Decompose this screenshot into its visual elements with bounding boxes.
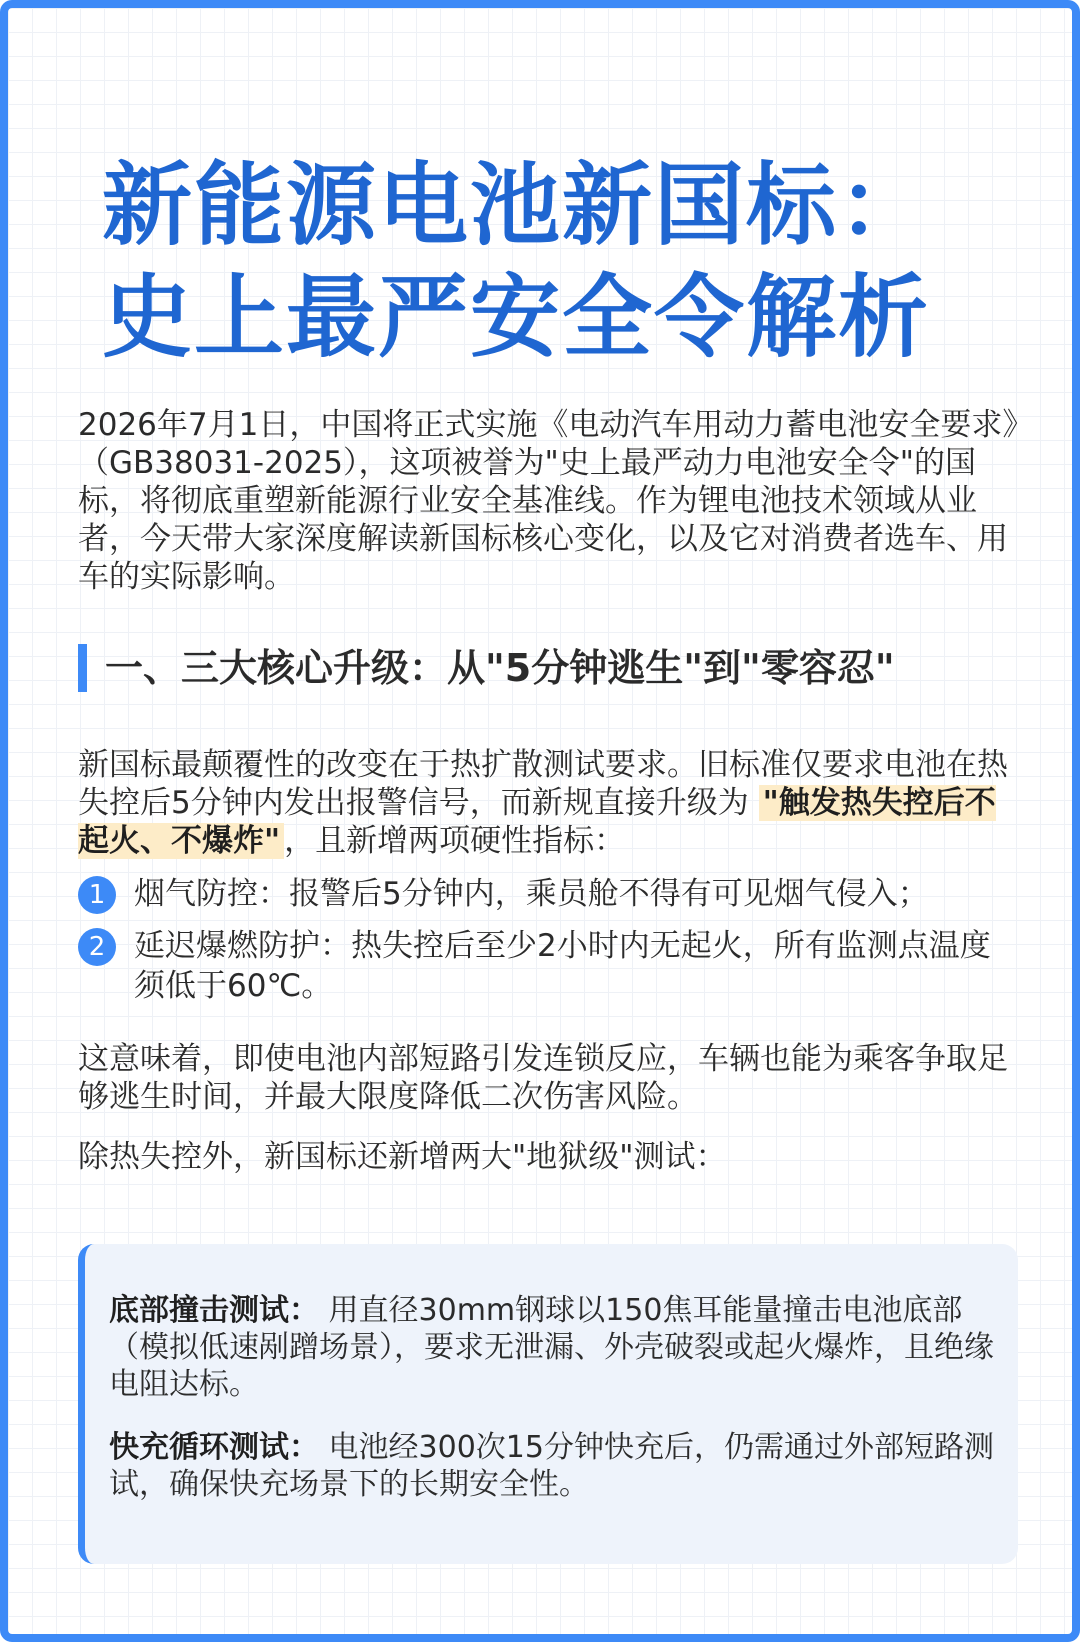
meaning-paragraph: 这意味着，即使电池内部短路引发连锁反应，车辆也能为乘客争取足够逃生时间，并最大限度降低二次伤害风险。 [78,1041,1008,1115]
number-badge: 2 [78,928,116,966]
list-item-text: 烟气防控：报警后5分钟内，乘员舱不得有可见烟气侵入； [134,876,929,912]
test-description: 电池经300次15分钟快充后，仍需通过外部短路测试，确保快充场景下的长期安全性。 [109,1430,994,1502]
new-tests-paragraph: 除热失控外，新国标还新增两大"地狱级"测试： [78,1139,727,1175]
highlight-requirement: "触发热失控后不起火、不爆炸" [78,785,996,859]
thermal-runaway-paragraph [78,746,1018,860]
para1-text-after: ，且新增两项硬性指标： [284,823,626,859]
tests-callout-box [78,1244,1018,1564]
para1-text-before: 新国标最颠覆性的改变在于热扩散测试要求。旧标准仅要求电池在热失控后5分钟内发出报警信号，而新规直接升级为 [78,747,1008,821]
fast-charge-cycle-test [109,1429,994,1503]
test-description: 用直径30mm钢球以150焦耳能量撞击电池底部（模拟低速剐蹭场景），要求无泄漏、外壳破裂或起火爆炸，且绝缘电阻达标。 [109,1293,994,1402]
title-line-1: 新能源电池新国标： [102,153,930,258]
test-label: 快充循环测试： [109,1430,319,1465]
intro-paragraph: 2026年7月1日，中国将正式实施《电动汽车用动力蓄电池安全要求》（GB38031-2025），这项被誉为"史上最严动力电池安全令"的国标，将彻底重塑新能源行业安全基准线。作为锂电池技术领域从业者，今天带大家深度解读新国标核心变化，以及它对消费者选车、用车的实际影响。 [78,407,1018,595]
bottom-impact-test [109,1292,994,1403]
list-item-text: 延迟爆燃防护：热失控后至少2小时内无起火，所有监测点温度须低于60℃。 [134,928,991,1004]
section-heading-1: 一、三大核心升级：从"5分钟逃生"到"零容忍" [78,644,1018,692]
title-line-2: 史上最严安全令解析 [102,265,930,370]
test-label: 底部撞击测试： [109,1293,319,1328]
page-title [102,150,1002,374]
number-badge: 1 [78,876,116,914]
